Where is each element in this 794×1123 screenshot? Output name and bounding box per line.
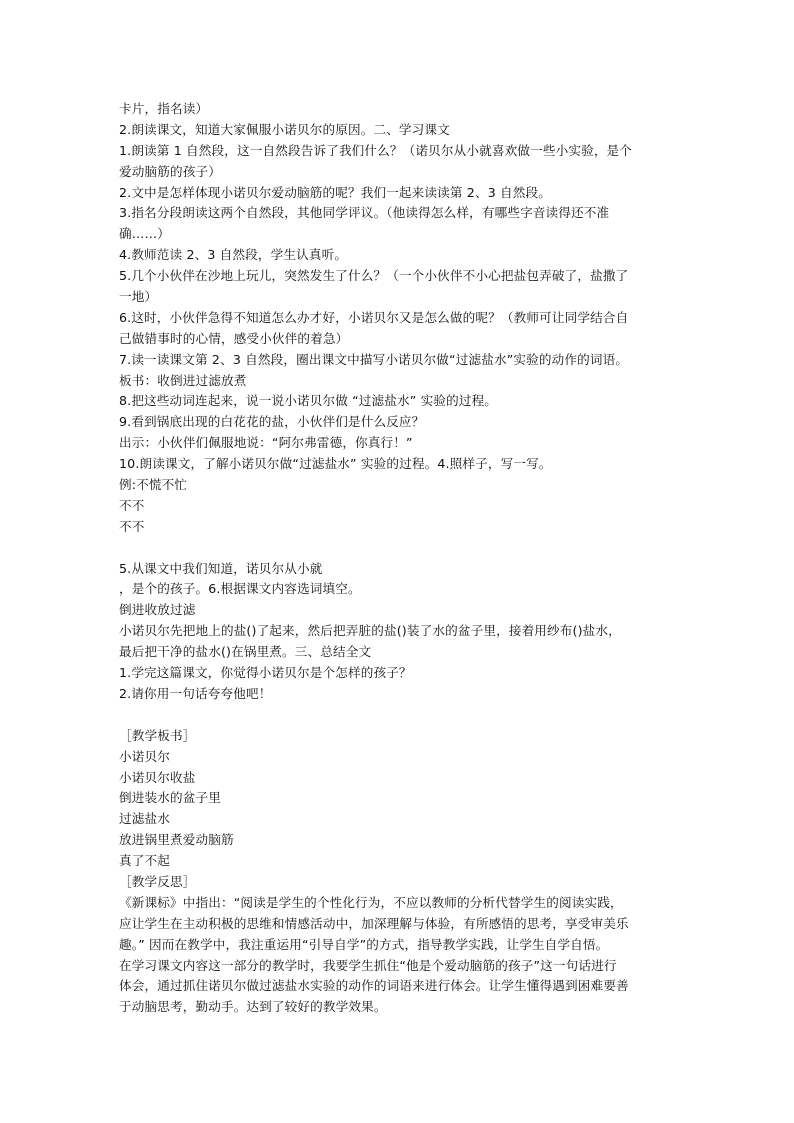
text-line: 8.把这些动词连起来，说一说小诺贝尔做 “过滤盐水” 实验的过程。 <box>119 393 498 409</box>
text-line: 一地） <box>119 289 158 305</box>
text-line: 不不 <box>119 497 145 513</box>
text-line: 1.学完这篇课文，你觉得小诺贝尔是个怎样的孩子？ <box>119 665 412 681</box>
section-heading: ［教学反思］ <box>119 873 196 889</box>
text-line: 小诺贝尔收盐 <box>119 769 196 785</box>
section-heading: ［教学板书］ <box>119 727 196 743</box>
text-line: 卡片，指名读） <box>119 101 209 116</box>
text-line: 趣。” 因而在教学中，我注重运用“引导自学”的方式，指导教学实践，让学生自学自悟。 <box>119 936 609 952</box>
text-line: 2.请你用一句话夸夸他吧！ <box>119 685 272 701</box>
text-line: 体会，通过抓住诺贝尔做过滤盐水实验的动作的词语来进行体会。让学生懂得遇到困难要善 <box>119 978 629 994</box>
text-line: 确……） <box>119 226 170 242</box>
text-line: 小诺贝尔 <box>119 748 170 764</box>
text-line: 2.文中是怎样体现小诺贝尔爱动脑筋的呢？我们一起来读读第 2、3 自然段。 <box>119 184 552 200</box>
text-line: 倒进装水的盆子里 <box>119 790 221 806</box>
blank-line <box>119 705 679 726</box>
text-line: 过滤盐水 <box>119 811 170 827</box>
text-line: 出示：小伙伴们佩服地说：“阿尔弗雷德，你真行！” <box>119 435 413 451</box>
text-line: 最后把干净的盐水()在锅里煮。三、总结全文 <box>119 644 372 660</box>
text-line: 5.几个小伙伴在沙地上玩儿，突然发生了什么？（一个小伙伴不小心把盐包弄破了，盐撒了 <box>119 268 629 284</box>
text-line: 2.朗读课文，知道大家佩服小诺贝尔的原因。二、学习课文 <box>119 121 450 137</box>
text-line: 4.教师范读 2、3 自然段，学生认真听。 <box>119 247 348 263</box>
text-line: 爱动脑筋的孩子） <box>119 163 221 179</box>
text-line: 不不 <box>119 518 145 534</box>
text-line: 6.这时，小伙伴急得不知道怎么办才好，小诺贝尔又是怎么做的呢？（教师可让同学结合自 <box>119 309 629 325</box>
text-line: 倒进收放过滤 <box>119 602 196 618</box>
document-body <box>119 99 679 1018</box>
text-line: 板书：收倒进过滤放煮 <box>119 372 247 388</box>
text-line: 10.朗读课文，了解小诺贝尔做“过滤盐水” 实验的过程。4.照样子，写一写。 <box>119 456 552 472</box>
text-line: 7.读一读课文第 2、3 自然段，圈出课文中描写小诺贝尔做“过滤盐水”实验的动作的词语。 <box>119 351 629 367</box>
text-line: ，是个的孩子。6.根据课文内容选词填空。 <box>119 581 361 597</box>
text-line: 于动脑思考，勤动手。达到了较好的教学效果。 <box>119 999 387 1015</box>
text-line: 3.指名分段朗读这两个自然段，其他同学评议。（他读得怎么样，有哪些字音读得还不准 <box>119 205 610 221</box>
text-line: 5.从课文中我们知道，诺贝尔从小就 <box>119 560 323 576</box>
text-line: 应让学生在主动积极的思维和情感活动中，加深理解与体验，有所感悟的思考，享受审美乐 <box>119 915 629 931</box>
blank-line <box>119 538 679 559</box>
text-line: 己做错事时的心情，感受小伙伴的着急） <box>119 330 349 346</box>
text-line: 放进锅里煮爱动脑筋 <box>119 832 234 848</box>
text-line: 《新课标》中指出：“阅读是学生的个性化行为，不应以教师的分析代替学生的阅读实践， <box>119 894 623 910</box>
text-line: 9.看到锅底出现的白花花的盐，小伙伴们是什么反应？ <box>119 414 425 430</box>
text-line: 在学习课文内容这一部分的教学时，我要学生抓住“他是个爱动脑筋的孩子”这一句话进行 <box>119 957 617 973</box>
text-line: 1.朗读第 1 自然段，这一自然段告诉了我们什么？（诺贝尔从小就喜欢做一些小实验，是个 <box>119 142 633 158</box>
text-line: 真了不起 <box>119 853 170 869</box>
text-line: 例:不慌不忙 <box>119 477 188 493</box>
text-line: 小诺贝尔先把地上的盐()了起来，然后把弄脏的盐()装了水的盆子里，接着用纱布()盐水， <box>119 623 621 639</box>
